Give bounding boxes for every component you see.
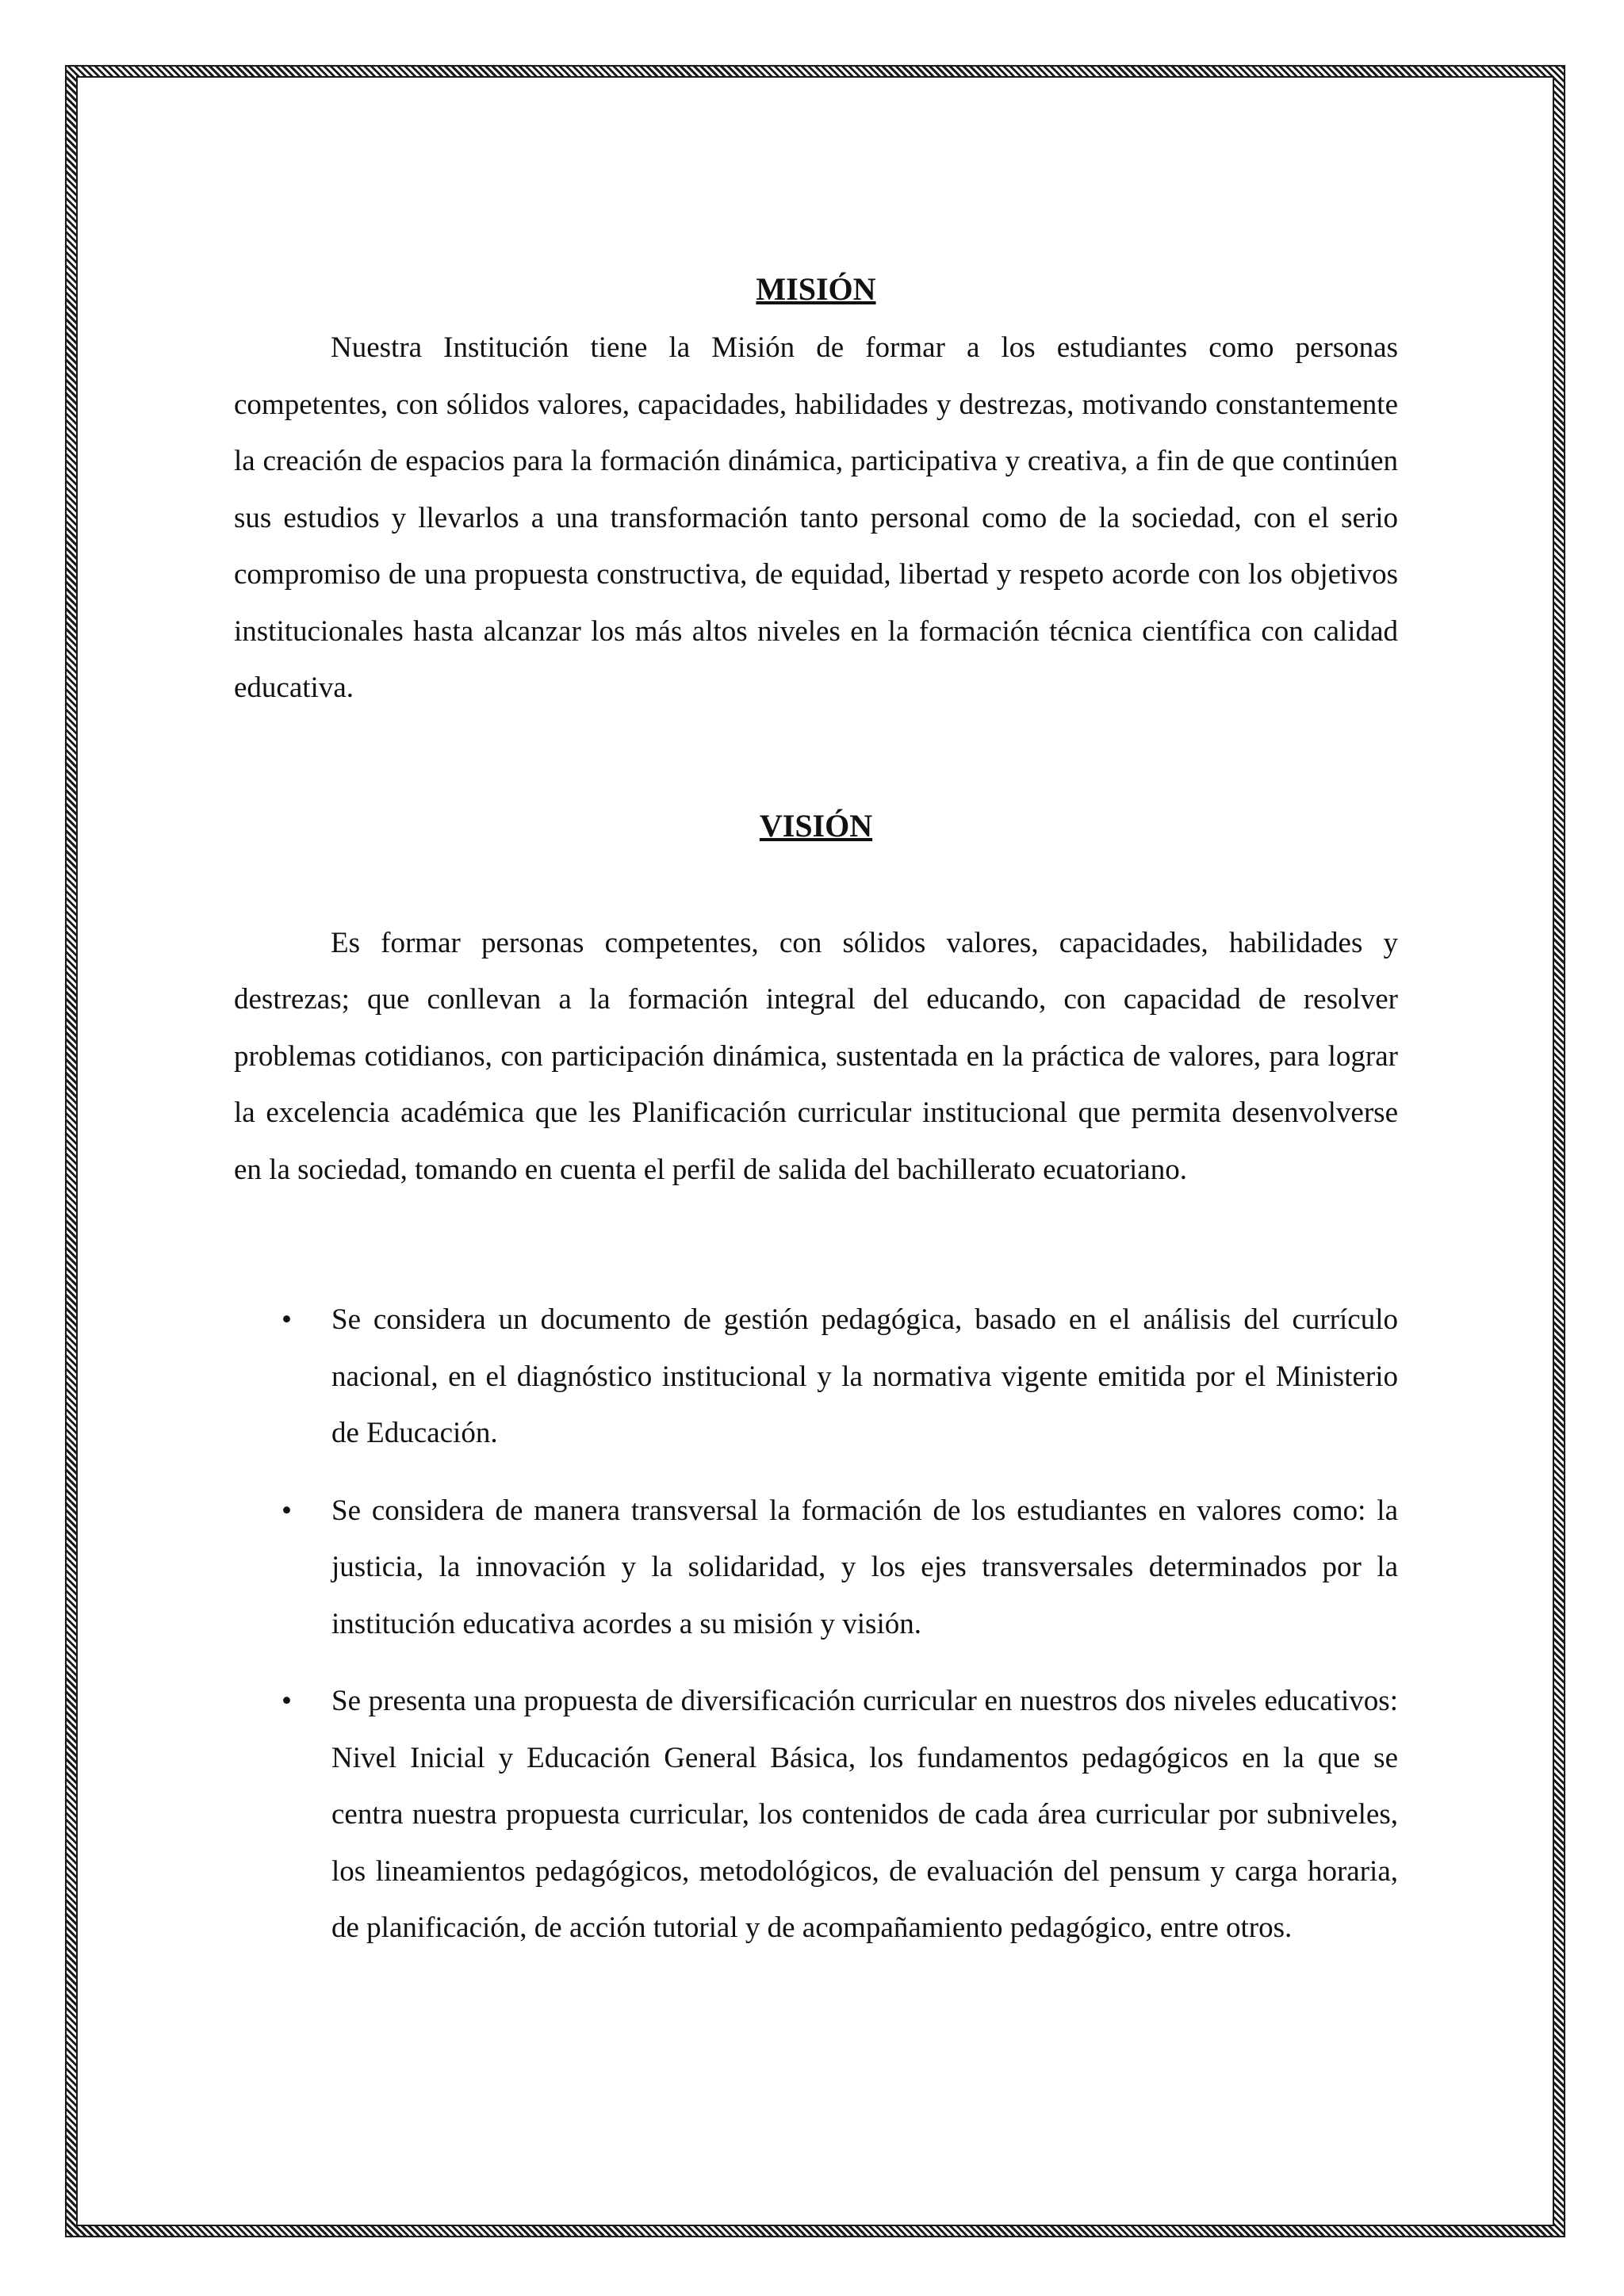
list-item [234, 1673, 1398, 1957]
list-item-text: Se considera de manera transversal la formación de los estudiantes en valores como: la justicia, la innovación y la solidaridad, y los ejes transversales determinados por la institución educativa acordes a su misión y visión. [331, 1494, 1398, 1640]
list-item [234, 1483, 1398, 1653]
vision-heading: VISIÓN [759, 807, 873, 844]
bullet-marker: • [282, 1685, 292, 1717]
bullet-marker: • [282, 1494, 292, 1527]
bullet-list [234, 1292, 1398, 1957]
bullet-marker: • [282, 1303, 292, 1336]
list-item-text: Se presenta una propuesta de diversificación curricular en nuestros dos niveles educativos: Nivel Inicial y Educación General Básica, los fundamentos pedagógicos en la que se centra nuestra propuesta curricular, los contenidos de cada área curricular por subniveles, los lineamientos pedagógicos, metodológicos, de evaluación del pensum y carga horaria, de planificación, de acción tutorial y de acompañamiento pedagógico, entre otros. [331, 1685, 1398, 1944]
list-item-text: Se considera un documento de gestión pedagógica, basado en el análisis del currículo nacional, en el diagnóstico institucional y la normativa vigente emitida por el Ministerio de Educación. [331, 1303, 1398, 1449]
mision-paragraph: Nuestra Institución tiene la Misión de formar a los estudiantes como personas competentes, con sólidos valores, capacidades, habilidades y destrezas, motivando constantemente la creación de espacios para la formación dinámica, participativa y creativa, a fin de que continúen sus estudios y llevarlos a una transformación tanto personal como de la sociedad, con el serio compromiso de una propuesta constructiva, de equidad, libertad y respeto acorde con los objetivos institucionales hasta alcanzar los más altos niveles en la formación técnica científica con calidad educativa. [234, 331, 1398, 704]
mision-heading: MISIÓN [756, 271, 876, 307]
vision-paragraph: Es formar personas competentes, con sólidos valores, capacidades, habilidades y destrezas; que conllevan a la formación integral del educando, con capacidad de resolver problemas cotidianos, con participación dinámica, sustentada en la práctica de valores, para lograr la excelencia académica que les Planificación curricular institucional que permita desenvolverse en la sociedad, tomando en cuenta el perfil de salida del bachillerato ecuatoriano. [234, 926, 1398, 1186]
list-item [234, 1292, 1398, 1462]
document-body [234, 266, 1398, 1977]
